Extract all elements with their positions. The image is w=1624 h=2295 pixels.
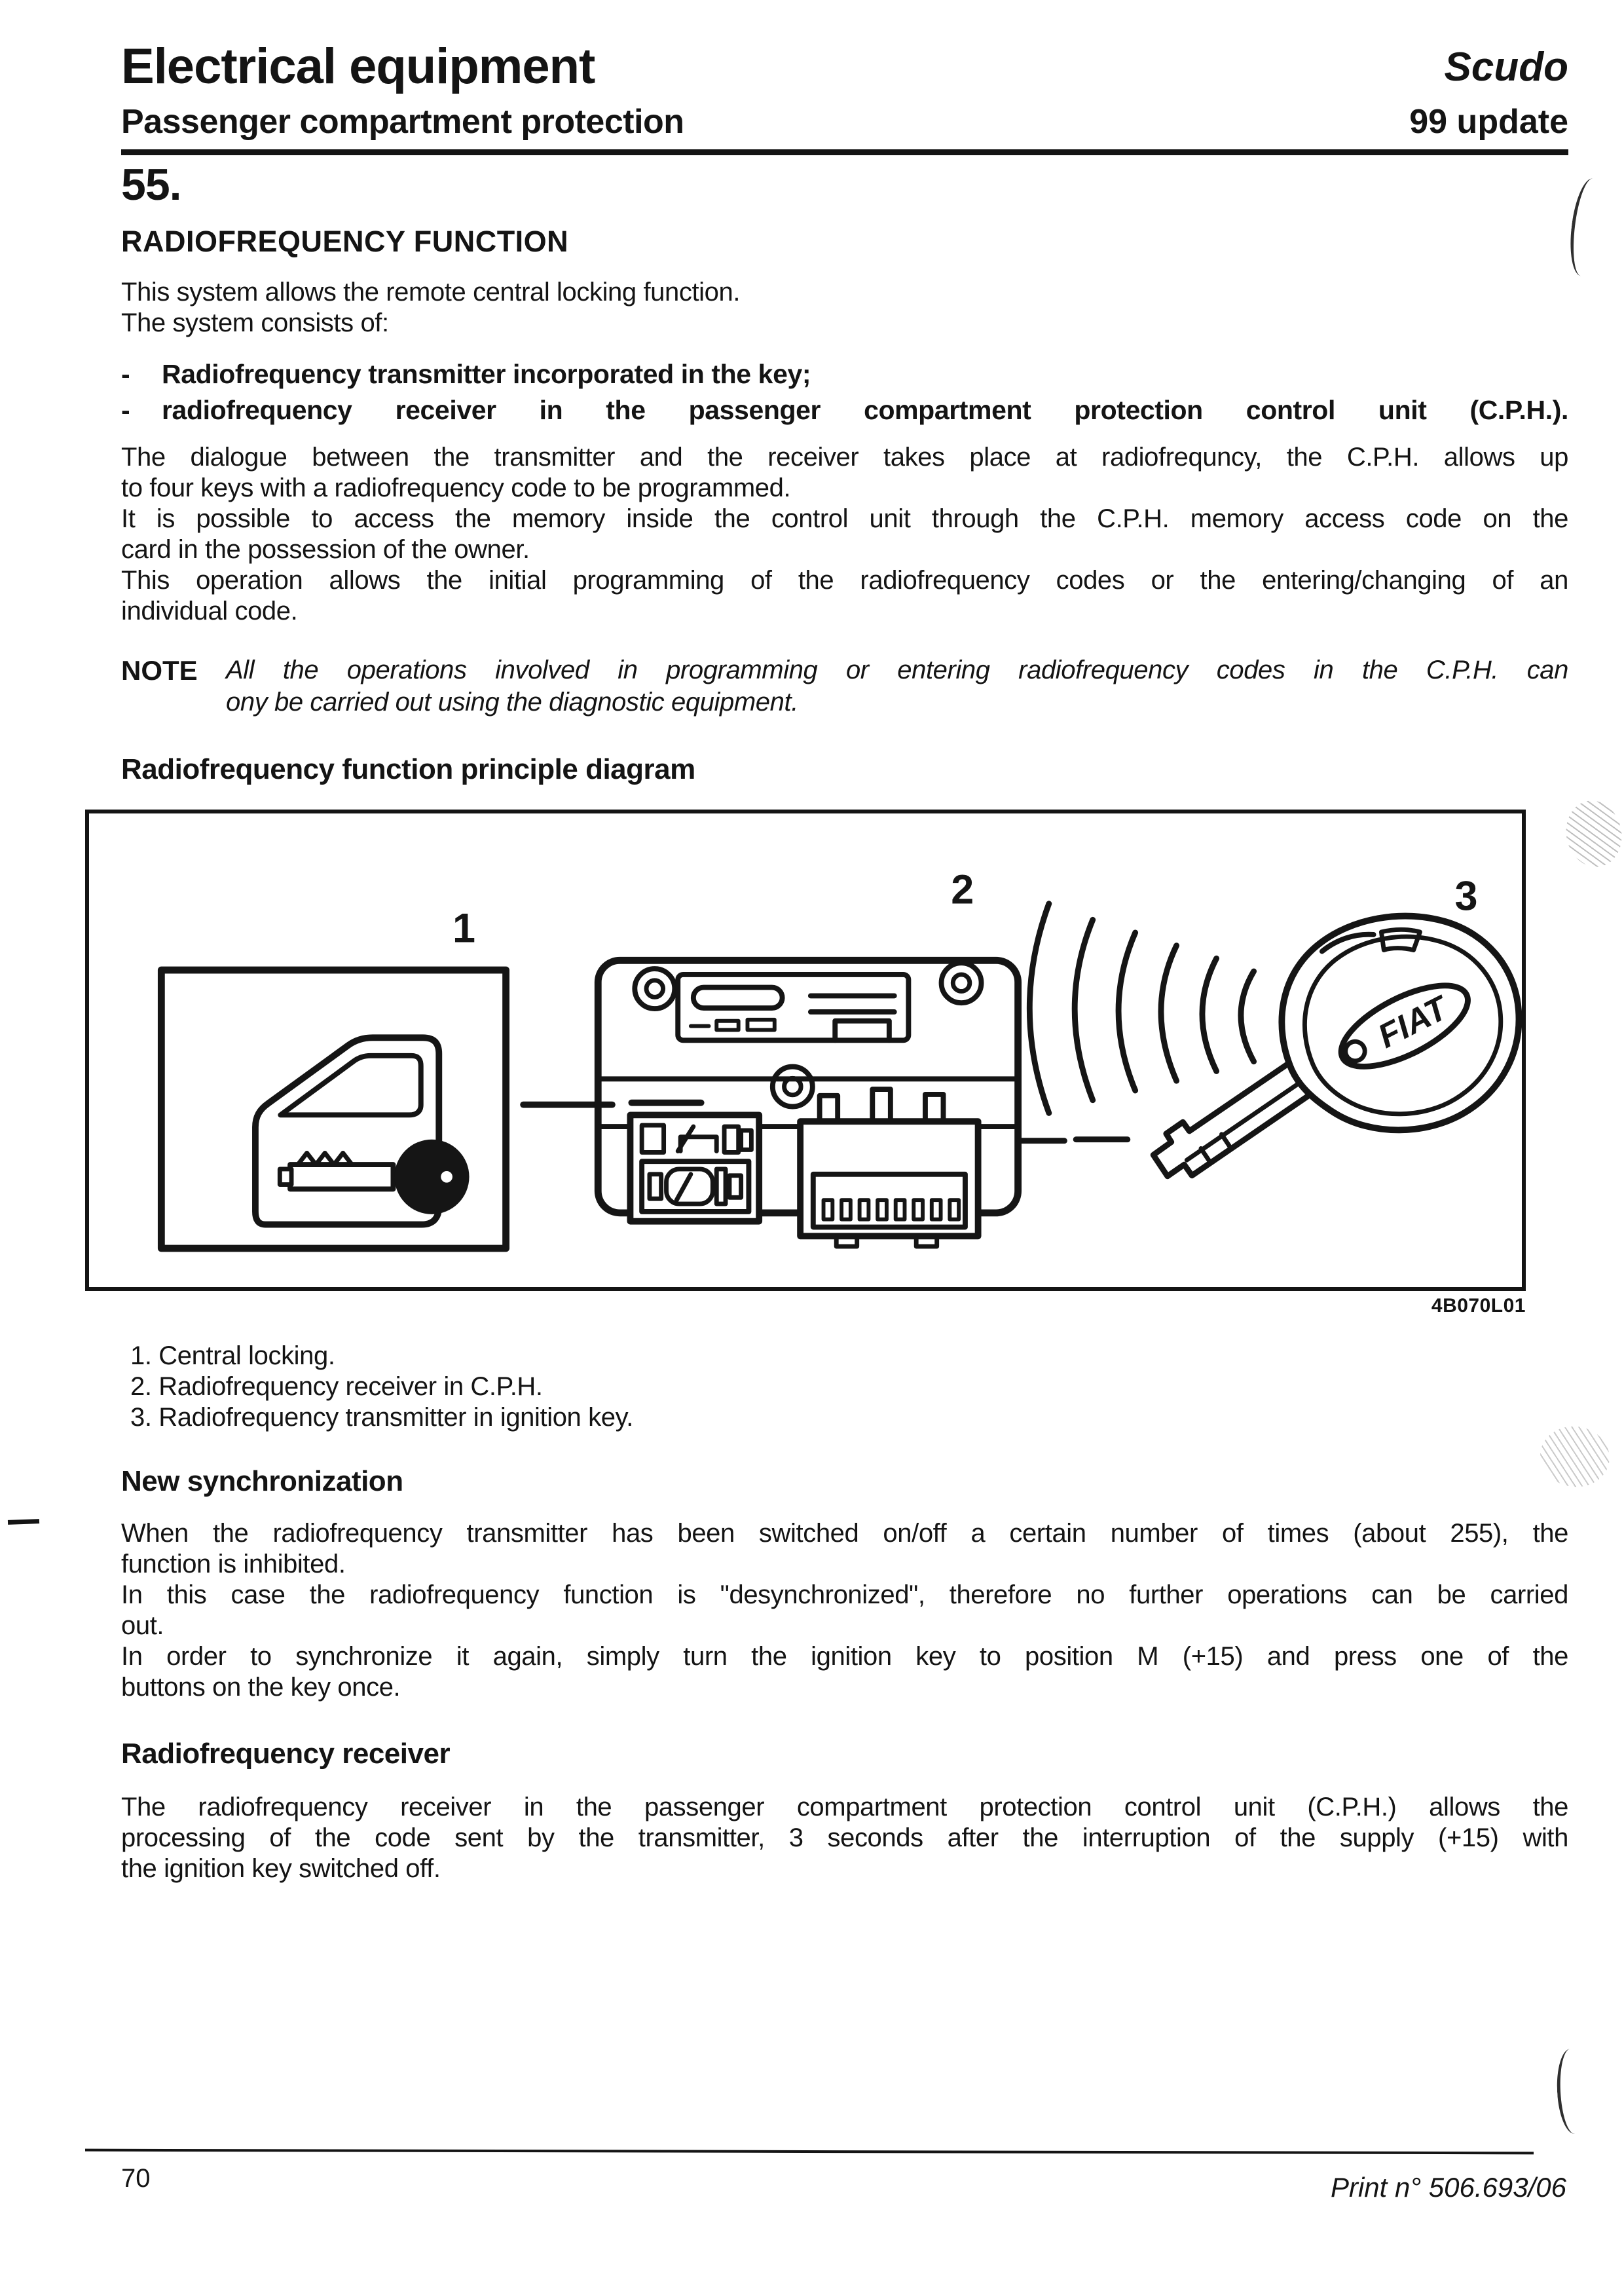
vehicle-model: Scudo [1444,45,1568,90]
legend-item: 1. Central locking. [130,1341,335,1370]
door-lock-icon [255,1037,470,1224]
system-components-list [121,358,1568,426]
text-line: All the operations involved in programming or entering radiofrequency codes in the C.P.H. can [226,656,1568,685]
connector-left [630,1115,759,1221]
dialogue-paragraph [121,442,1568,627]
header-rule [121,149,1568,155]
text-line: The dialogue between the transmitter and the receiver takes place at radiofrequncy, the C.P.H. allows up [121,443,1568,472]
text-line: function is inhibited. [121,1550,346,1579]
legend-item: 3. Radiofrequency transmitter in ignition key. [130,1402,633,1432]
new-sync-paragraph [121,1518,1568,1703]
list-item [121,358,1568,390]
bullet-text: Radiofrequency transmitter incorporated in the key; [162,359,811,390]
diagram-legend [121,1341,1568,1433]
footer-rule [85,2149,1534,2155]
note-body [226,654,1568,718]
diagram-label-1: 1 [452,905,475,952]
receiver-heading: Radiofrequency receiver [121,1738,451,1770]
header-right [1409,47,1568,139]
key-head-dark [394,1139,469,1214]
figure-code: 4B070L01 [1431,1294,1526,1316]
print-reference: Print n° 506.693/06 [1330,2172,1566,2203]
diagram-heading: Radiofrequency function principle diagram [121,753,695,786]
header-left [121,39,684,141]
principle-diagram [89,813,1522,1287]
text-line: card in the possession of the owner. [121,535,530,565]
legend-item: 2. Radiofrequency receiver in C.P.H. [130,1371,543,1401]
manual-edition: 99 update [1409,103,1568,141]
text-line: This system allows the remote central locking function. [121,278,741,307]
text-line: The radiofrequency receiver in the passenger compartment protection control unit (C.P.H.) allows the [121,1793,1568,1822]
scan-artifact-paren-bottom [1555,2048,1591,2135]
screw-bosses [635,963,981,1106]
text-line: In this case the radiofrequency function is "desynchronized", therefore no further operations can be carried [121,1580,1568,1610]
bullet-dash: - [121,395,130,426]
diagram-label-2: 2 [951,867,974,913]
section-number: 55. [121,160,181,210]
central-locking-station [161,905,506,1248]
text-line: individual code. [121,597,298,626]
unit-label-plate [678,975,908,1040]
text-line: The system consists of: [121,308,389,338]
diagram-label-3: 3 [1454,873,1478,920]
text-line: out. [121,1611,164,1641]
text-line: buttons on the key once. [121,1673,401,1702]
text-line: processing of the code sent by the transmitter, 3 seconds after the interruption of the supply (+15) with [121,1823,1568,1853]
intro-paragraph [121,277,1568,339]
radio-waves [1029,903,1253,1113]
text-line: In order to synchronize it again, simply turn the ignition key to position M (+15) and press one of the [121,1642,1568,1671]
bullet-text: radiofrequency receiver in the passenger compartment protection control unit (C.P.H.). [162,395,1568,426]
text-line: This operation allows the initial programming of the radiofrequency codes or the entering/changing of an [121,566,1568,595]
page-title: Electrical equipment [121,39,595,94]
note-label: NOTE [121,655,198,686]
page-header [121,39,1568,141]
principle-diagram-frame [85,810,1526,1291]
cph-control-unit [598,867,1018,1246]
text-line: ony be carried out using the diagnostic equipment. [226,688,798,717]
note-block [121,654,1568,718]
list-item [121,394,1568,426]
new-sync-heading: New synchronization [121,1465,403,1497]
connector-right [800,1089,978,1246]
receiver-paragraph [121,1792,1568,1884]
text-line: When the radiofrequency transmitter has been switched on/off a certain number of times (about 255), the [121,1519,1568,1548]
text-line: It is possible to access the memory inside the control unit through the C.P.H. memory access code on the [121,504,1568,534]
fiat-logo-text: FIAT [1372,988,1454,1055]
page-subtitle: Passenger compartment protection [121,103,684,141]
section-title: RADIOFREQUENCY FUNCTION [121,224,569,258]
bullet-dash: - [121,359,130,390]
text-line: the ignition key switched off. [121,1854,441,1884]
ignition-key [1153,873,1519,1176]
page-number: 70 [121,2164,151,2193]
text-line: to four keys with a radiofrequency code to be programmed. [121,474,791,503]
